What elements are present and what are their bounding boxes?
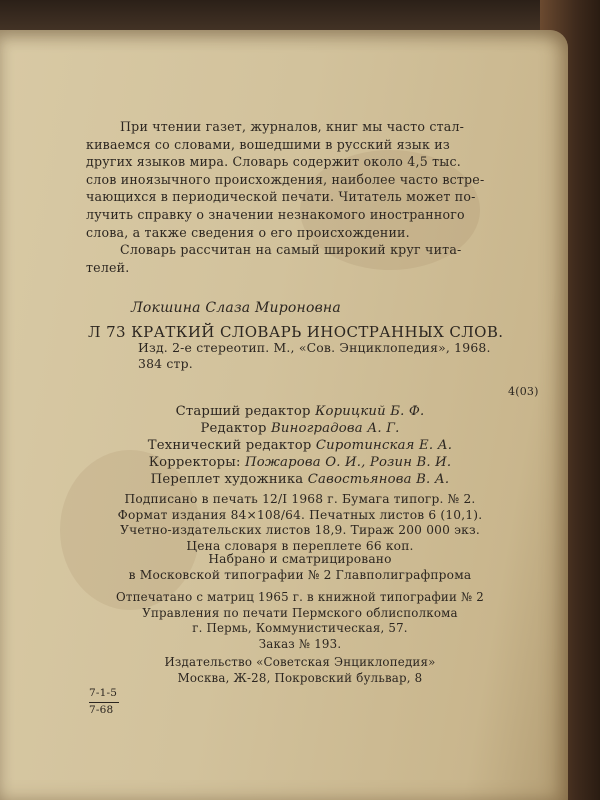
annotation-line: киваемся со словами, вошедшими в русский язык из xyxy=(86,136,450,152)
book-title: Л 73 КРАТКИЙ СЛОВАРЬ ИНОСТРАННЫХ СЛОВ. xyxy=(88,323,504,341)
print-line: Формат издания 84×108/64. Печатных листов 6 (10,1). xyxy=(117,507,483,522)
publisher-info xyxy=(0,655,600,686)
staff-role: Старший редактор xyxy=(175,404,311,419)
print-line: Подписано в печать 12/I 1968 г. Бумага типогр. № 2. xyxy=(124,492,476,506)
annotation-line: слов иноязычного происхождения, наиболее часто встре- xyxy=(86,171,485,187)
printing-info xyxy=(0,590,600,652)
author-name: Локшина Слаза Мироновна xyxy=(131,300,341,316)
staff-line xyxy=(0,403,600,420)
publisher-line: Издательство «Советская Энциклопедия» xyxy=(164,655,436,669)
annotation-line: слова, а также сведения о его происхождении. xyxy=(86,224,410,240)
staff-role: Переплет художника xyxy=(150,472,304,487)
printing-line: г. Пермь, Коммунистическая, 57. xyxy=(192,621,408,635)
annotation-line: других языков мира. Словарь содержит около 4,5 тыс. xyxy=(86,154,461,170)
staff-name: Пожарова О. И., Розин В. И. xyxy=(245,455,452,470)
print-info xyxy=(0,492,600,554)
staff-name: Виноградова А. Г. xyxy=(271,421,400,436)
fraction-bottom: 7-68 xyxy=(89,704,114,716)
annotation-line: При чтении газет, журналов, книг мы часто стал- xyxy=(120,119,465,134)
typeset-line: Набрано и сматрицировано xyxy=(208,552,392,566)
staff-line xyxy=(0,471,600,488)
staff-role: Редактор xyxy=(200,421,267,436)
printing-line: Заказ № 193. xyxy=(258,636,342,651)
index-fraction xyxy=(89,686,119,718)
staff-role: Технический редактор xyxy=(147,438,312,453)
publisher-line: Москва, Ж-28, Покровский бульвар, 8 xyxy=(177,670,423,685)
fraction-top: 7-1-5 xyxy=(89,686,119,703)
classification-code: 4(03) xyxy=(508,385,539,398)
printing-line: Управления по печати Пермского облисполкома xyxy=(142,605,458,620)
print-line: Цена словаря в переплете 66 коп. xyxy=(186,538,414,553)
typeset-line: в Московской типографии № 2 Главполиграфпрома xyxy=(128,567,472,582)
typeset-info xyxy=(0,552,600,583)
staff-line xyxy=(0,420,600,437)
imprint-block xyxy=(138,340,491,372)
staff-name: Корицкий Б. Ф. xyxy=(315,404,425,419)
staff-role: Корректоры: xyxy=(148,455,241,470)
annotation-block xyxy=(86,118,484,276)
annotation-line: чающихся в периодической печати. Читатель может по- xyxy=(86,189,476,205)
annotation-line: Словарь рассчитан на самый широкий круг чита- xyxy=(120,242,462,258)
print-line: Учетно-издательских листов 18,9. Тираж 200 000 экз. xyxy=(120,523,480,537)
annotation-line: лучить справку о значении незнакомого иностранного xyxy=(86,206,465,222)
staff-name: Сиротинская Е. А. xyxy=(315,438,453,453)
staff-line xyxy=(0,454,600,471)
printing-line: Отпечатано с матриц 1965 г. в книжной типографии № 2 xyxy=(115,590,484,604)
staff-credits xyxy=(0,403,600,488)
annotation-line: телей. xyxy=(86,259,130,275)
imprint-line: Изд. 2-е стереотип. М., «Сов. Энциклопедия», 1968. xyxy=(138,340,491,355)
staff-line xyxy=(0,437,600,454)
staff-name: Савостьянова В. А. xyxy=(307,472,450,487)
imprint-line: 384 стр. xyxy=(138,356,193,371)
